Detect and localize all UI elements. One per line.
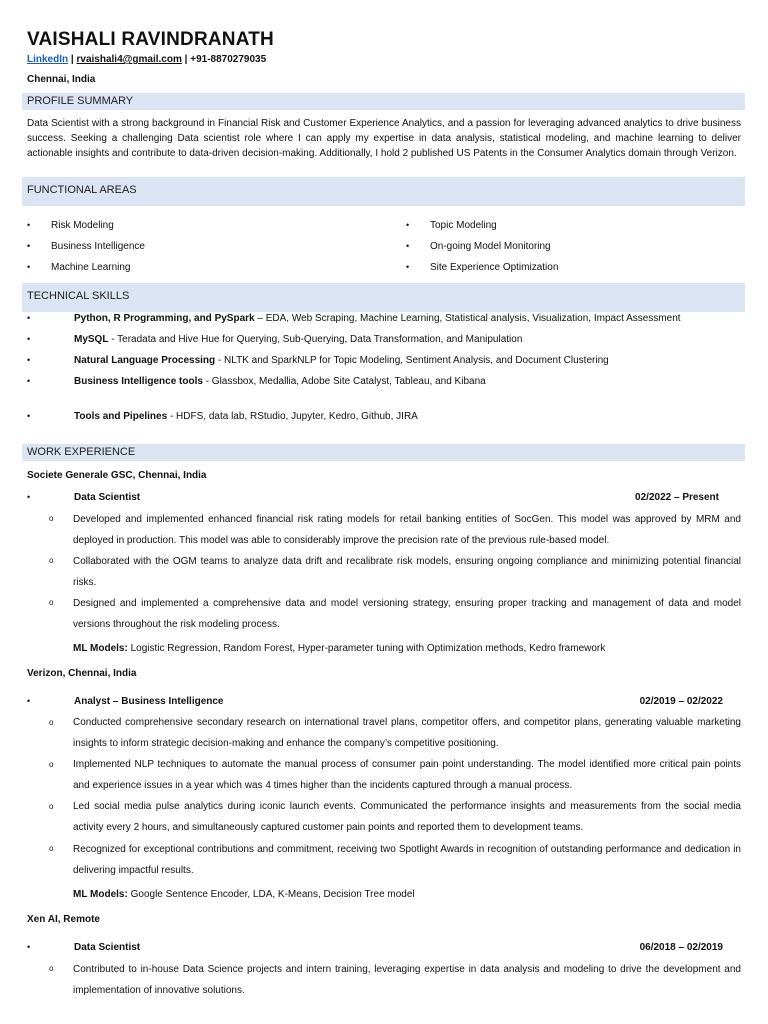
location: Chennai, India <box>27 74 96 85</box>
section-technical-skills: TECHNICAL SKILLS <box>22 283 745 312</box>
functional-area-item: Topic Modeling <box>430 220 497 231</box>
company-name: Societe Generale GSC, Chennai, India <box>27 470 207 481</box>
functional-area-item: Site Experience Optimization <box>430 262 559 273</box>
job-bullet: Recognized for exceptional contributions and commitment, receiving two Spotlight Awards in recognition of outstanding performance and dedication in delivering impactful results. <box>73 844 741 876</box>
ml-models <box>73 643 605 654</box>
sub-bullet: o <box>49 844 54 853</box>
bullet: • <box>27 942 31 952</box>
section-functional-areas: FUNCTIONAL AREAS <box>22 177 745 206</box>
skill-detail: - NLTK and SparkNLP for Topic Modeling, Sentiment Analysis, and Document Clustering <box>215 355 609 366</box>
skill-item <box>74 411 418 422</box>
job-dates: 02/2022 – Present <box>635 492 719 503</box>
bullet: • <box>27 241 31 251</box>
skill-item <box>74 355 609 366</box>
bullet: • <box>27 492 31 502</box>
job-bullet: Developed and implemented enhanced financial risk rating models for retail banking entities of SocGen. This model was approved by MRM and deployed in production. This model was able to considerably improve the precision rate of the previous rule-based model. <box>73 514 741 546</box>
contact-line <box>27 54 266 65</box>
profile-summary-text: Data Scientist with a strong background in Financial Risk and Customer Experience Analytics, and a passion for leveraging advanced analytics to drive business success. Seeking a challenging Data scientist role where I can apply my expertise in data analysis, statistical modeling, and machine learning to deliver actionable insights and contribute to data-driven decision-making. Additionally, I hold 2 published US Patents in the Consumer Analytics domain through Verizon. <box>27 118 741 159</box>
bullet: • <box>406 220 410 230</box>
ml-models-list: Google Sentence Encoder, LDA, K-Means, Decision Tree model <box>127 889 415 900</box>
bullet: • <box>27 355 31 365</box>
skill-item <box>74 376 486 387</box>
phone-number: +91-8870279035 <box>190 54 267 65</box>
skill-detail: - Teradata and Hive Hue for Querying, Sub-Querying, Data Transformation, and Manipulation <box>108 334 523 345</box>
job-bullet: Contributed to in-house Data Science projects and intern training, leveraging expertise in data analysis and modeling to drive the development and implementation of innovative solutions. <box>73 964 741 996</box>
job-dates: 02/2019 – 02/2022 <box>639 696 723 707</box>
functional-area-item: Machine Learning <box>51 262 131 273</box>
company-name: Verizon, Chennai, India <box>27 668 137 679</box>
skill-detail: - Glassbox, Medallia, Adobe Site Catalyst, Tableau, and Kibana <box>202 376 486 387</box>
job-bullet: Led social media pulse analytics during iconic launch events. Communicated the performance insights and measurements from the social media activity every 2 hours, and simultaneously captured customer pain points and reported them to development teams. <box>73 801 741 833</box>
separator: | <box>184 54 188 65</box>
job-bullet: Conducted comprehensive secondary research on international travel plans, competitor offers, and competitor plans, generating valuable marketing insights to inform strategic decision-making and enhance the company’s competitive positioning. <box>73 717 741 749</box>
bullet: • <box>27 334 31 344</box>
sub-bullet: o <box>49 760 54 769</box>
ml-models-list: Logistic Regression, Random Forest, Hyper-parameter tuning with Optimization methods, Kedro framework <box>127 643 606 654</box>
skill-label: MySQL <box>74 334 109 345</box>
bullet: • <box>406 241 410 251</box>
job-title: Data Scientist <box>74 942 141 953</box>
bullet: • <box>27 411 31 421</box>
skill-detail: – EDA, Web Scraping, Machine Learning, Statistical analysis, Visualization, Impact Assessment <box>254 313 681 324</box>
candidate-name: VAISHALI RAVINDRANATH <box>27 29 274 50</box>
bullet: • <box>27 220 31 230</box>
section-work-experience: WORK EXPERIENCE <box>22 444 745 461</box>
sub-bullet: o <box>49 556 54 565</box>
skill-label: Business Intelligence tools <box>74 376 203 387</box>
sub-bullet: o <box>49 514 54 523</box>
sub-bullet: o <box>49 598 54 607</box>
email-link[interactable]: rvaishali4@gmail.com <box>76 54 182 65</box>
sub-bullet: o <box>49 964 54 973</box>
bullet: • <box>406 262 410 272</box>
bullet: • <box>27 262 31 272</box>
skill-detail: - HDFS, data lab, RStudio, Jupyter, Kedro, Github, JIRA <box>167 411 418 422</box>
bullet: • <box>27 376 31 386</box>
functional-area-item: Risk Modeling <box>51 220 114 231</box>
section-profile-summary: PROFILE SUMMARY <box>22 93 745 110</box>
skill-label: Natural Language Processing <box>74 355 216 366</box>
job-bullet: Implemented NLP techniques to automate the manual process of consumer pain point understanding. The model identified more critical pain points and experience issues in a year which was 4 times higher than the incidents captured through a manual process. <box>73 759 741 791</box>
skill-item <box>74 334 522 345</box>
ml-models <box>73 889 415 900</box>
bullet: • <box>27 313 31 323</box>
job-bullet: Designed and implemented a comprehensive data and model versioning strategy, ensuring proper tracking and management of data and model versions throughout the risk modeling process. <box>73 598 741 630</box>
job-title: Analyst – Business Intelligence <box>74 696 224 707</box>
sub-bullet: o <box>49 802 54 811</box>
ml-models-label: ML Models: <box>73 889 128 900</box>
job-dates: 06/2018 – 02/2019 <box>639 942 723 953</box>
ml-models-label: ML Models: <box>73 643 128 654</box>
skill-label: Python, R Programming, and PySpark <box>74 313 255 324</box>
job-bullet: Collaborated with the OGM teams to analyze data drift and recalibrate risk models, ensuring ongoing compliance and minimizing potential financial risks. <box>73 556 741 588</box>
skill-item <box>74 313 681 324</box>
bullet: • <box>27 696 31 706</box>
job-title: Data Scientist <box>74 492 141 503</box>
sub-bullet: o <box>49 718 54 727</box>
company-name: Xen AI, Remote <box>27 914 100 925</box>
functional-area-item: On-going Model Monitoring <box>430 241 551 252</box>
separator: | <box>70 54 74 65</box>
functional-area-item: Business Intelligence <box>51 241 145 252</box>
linkedin-link[interactable]: LinkedIn <box>27 54 69 65</box>
skill-label: Tools and Pipelines <box>74 411 168 422</box>
